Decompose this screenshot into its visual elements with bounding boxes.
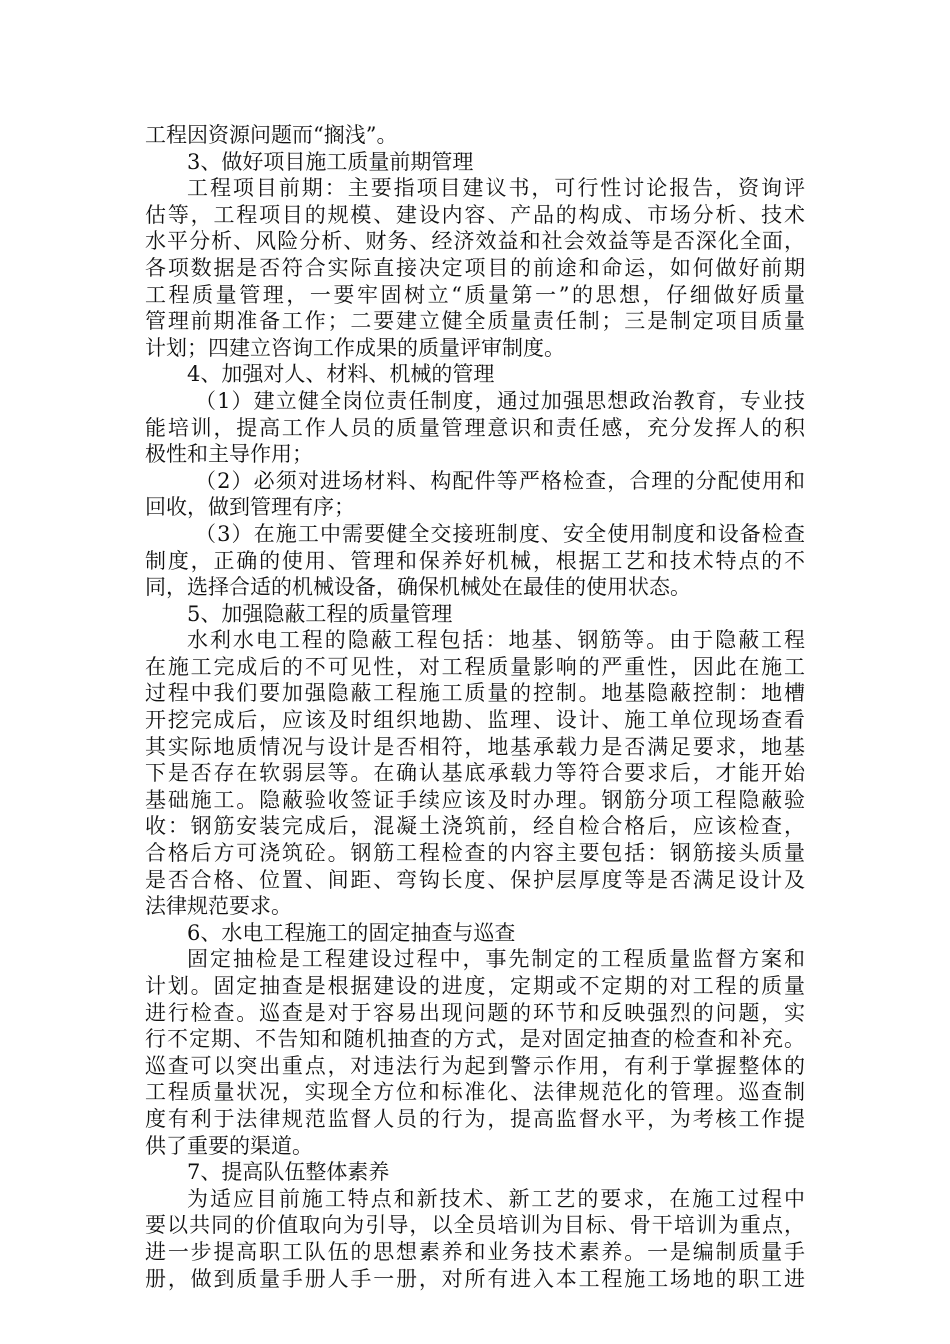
text-line: 计划。固定抽查是根据建设的进度，定期或不定期的对工程的质量: [145, 974, 805, 998]
text-line: 过程中我们要加强隐蔽工程施工质量的控制。地基隐蔽控制：地槽: [145, 681, 805, 706]
text-line: 计划；四建立咨询工作成果的质量评审制度。: [145, 335, 565, 360]
text-line: （2）必须对进场材料、构配件等严格检查，合理的分配使用和: [195, 468, 805, 493]
text-line: 管理前期准备工作；二要建立健全质量责任制；三是制定项目质量: [145, 309, 805, 334]
text-line: 工程因资源问题而“搁浅”。: [145, 123, 398, 147]
text-line: 回收，做到管理有序；: [145, 495, 355, 520]
text-line: 同，选择合适的机械设备，确保机械处在最佳的使用状态。: [145, 575, 691, 600]
text-line: 合格后方可浇筑砼。钢筋工程检查的内容主要包括：钢筋接头质量: [145, 841, 805, 866]
text-line: 巡查可以突出重点，对违法行为起到警示作用，有利于掌握整体的: [145, 1053, 805, 1078]
text-line: 为适应目前施工特点和新技术、新工艺的要求，在施工过程中: [187, 1186, 805, 1211]
text-line: （3）在施工中需要健全交接班制度、安全使用制度和设备检查: [195, 521, 805, 546]
text-line: 3、做好项目施工质量前期管理: [187, 149, 474, 174]
text-line: 极性和主导作用；: [145, 442, 313, 467]
text-line: 能培训，提高工作人员的质量管理意识和责任感，充分发挥人的积: [145, 415, 805, 440]
text-line: 要以共同的价值取向为引导，以全员培训为目标、骨干培训为重点，: [145, 1213, 805, 1238]
text-line: 水平分析、风险分析、财务、经济效益和社会效益等是否深化全面，: [145, 229, 805, 254]
text-line: 5、加强隐蔽工程的质量管理: [187, 601, 453, 626]
text-line: 4、加强对人、材料、机械的管理: [187, 362, 495, 387]
text-line: 水利水电工程的隐蔽工程包括：地基、钢筋等。由于隐蔽工程: [187, 628, 805, 653]
text-line: 工程质量管理，一要牢固树立“质量第一”的思想，仔细做好质量: [145, 282, 805, 307]
text-line: 估等，工程项目的规模、建设内容、产品的构成、市场分析、技术: [145, 202, 805, 227]
text-line: 工程项目前期：主要指项目建议书，可行性讨论报告，资询评: [187, 176, 805, 201]
text-line: 是否合格、位置、间距、弯钩长度、保护层厚度等是否满足设计及: [145, 867, 805, 892]
text-line: 基础施工。隐蔽验收签证手续应该及时办理。钢筋分项工程隐蔽验: [145, 787, 805, 812]
text-line: 供了重要的渠道。: [145, 1133, 313, 1158]
text-line: 度有利于法律规范监督人员的行为，提高监督水平，为考核工作提: [145, 1106, 805, 1131]
text-line: 下是否存在软弱层等。在确认基底承载力等符合要求后，才能开始: [145, 761, 805, 786]
text-line: 其实际地质情况与设计是否相符，地基承载力是否满足要求，地基: [145, 734, 805, 759]
text-line: 在施工完成后的不可见性，对工程质量影响的严重性，因此在施工: [145, 654, 805, 679]
text-line: 制度，正确的使用、管理和保养好机械，根据工艺和技术特点的不: [145, 548, 805, 573]
text-line: 法律规范要求。: [145, 894, 292, 919]
text-line: 工程质量状况，实现全方位和标准化、法律规范化的管理。巡查制: [145, 1080, 805, 1105]
text-line: 各项数据是否符合实际直接决定项目的前途和命运，如何做好前期: [145, 255, 805, 280]
text-line: 固定抽检是工程建设过程中，事先制定的工程质量监督方案和: [187, 947, 805, 972]
text-line: 行不定期、不告知和随机抽查的方式，是对固定抽查的检查和补充。: [145, 1027, 805, 1052]
text-line: （1）建立健全岗位责任制度，通过加强思想政治教育，专业技: [195, 388, 805, 413]
text-line: 6、水电工程施工的固定抽查与巡查: [187, 920, 516, 945]
text-line: 收：钢筋安装完成后，混凝土浇筑前，经自检合格后，应该检查，: [145, 814, 805, 839]
text-line: 7、提高队伍整体素养: [187, 1160, 390, 1185]
text-line: 进行检查。巡查是对于容易出现问题的环节和反映强烈的问题，实: [145, 1000, 805, 1025]
text-line: 进一步提高职工队伍的思想素养和业务技术素养。一是编制质量手: [145, 1239, 805, 1264]
text-line: 开挖完成后，应该及时组织地勘、监理、设计、施工单位现场查看: [145, 708, 805, 733]
document-page: [145, 122, 805, 1292]
text-line: 册，做到质量手册人手一册，对所有进入本工程施工场地的职工进: [145, 1266, 805, 1291]
